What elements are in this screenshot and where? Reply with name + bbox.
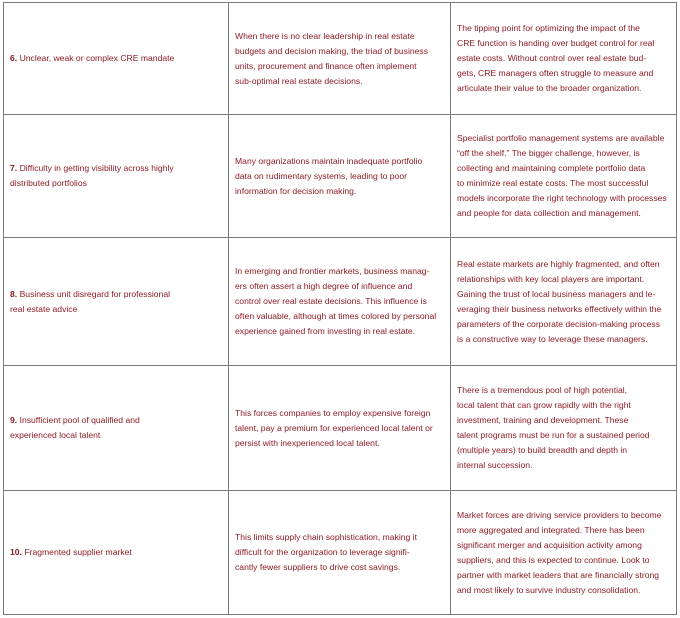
challenge-text: Insufficient pool of qualified and (19, 415, 140, 425)
challenge-text: Difficulty in getting visibility across highly (19, 163, 174, 173)
impact-line: sub-optimal real estate decisions. (235, 75, 363, 86)
solution-line: and people for data collection and management. (457, 208, 641, 218)
solution-line: The tipping point for optimizing the impact of the (457, 23, 640, 33)
solution-line: is a constructive way to leverage these managers. (457, 333, 648, 344)
table-row (4, 366, 677, 491)
impact-line: often valuable, although at times colored by personal (235, 311, 437, 321)
solution-line: (multiple years) to build breadth and depth in (457, 445, 628, 455)
solution-line: local talent that can grow rapidly with the right (457, 400, 631, 410)
impact-line: This limits supply chain sophistication, making it (235, 532, 417, 542)
solution-line: investment, training and development. These (457, 415, 629, 425)
solution-line: estate costs. Without control over real estate bud- (457, 53, 647, 63)
solution-line: collecting and maintaining complete portfolio data (457, 163, 646, 173)
solution-line: relationships with key local players are important. (457, 273, 645, 284)
impact-line: difficult for the organization to leverage signifi- (235, 547, 410, 557)
solution-line: CRE function is handing over budget control for real (457, 38, 655, 48)
challenge-text: Unclear, weak or complex CRE mandate (19, 53, 175, 63)
challenge-text: Business unit disregard for professional (19, 288, 171, 299)
challenge-text: real estate advice (10, 303, 78, 314)
solution-line: articulate their value to the broader organization. (457, 83, 642, 93)
challenge-text: Fragmented supplier market (24, 547, 132, 557)
challenge-cell (4, 366, 229, 491)
impact-line: budgets and decision making, the triad of business (235, 45, 429, 56)
solution-line: and most likely to survive industry consolidation. (457, 584, 641, 595)
solution-line: veraging their business networks effectively within the (457, 303, 662, 314)
cre-challenges-table (3, 2, 677, 615)
cre-challenges-table-wrapper (3, 2, 677, 615)
impact-line: units, procurement and finance often implement (235, 60, 417, 71)
impact-line: Many organizations maintain inadequate portfolio (235, 155, 423, 166)
solution-line: parameters of the corporate decision-making process (457, 318, 661, 329)
solution-cell (451, 238, 677, 366)
solution-line: talent programs must be run for a sustained period (457, 430, 650, 440)
row-number: 10. (10, 547, 22, 557)
solution-line: to minimize real estate costs. The most successful (457, 178, 649, 188)
solution-line: significant merger and acquisition activity among (457, 539, 642, 550)
impact-line: information for decision making. (235, 185, 357, 196)
impact-line: control over real estate decisions. This influence is (235, 296, 427, 306)
solution-line: internal succession. (457, 460, 533, 470)
solution-line: “off the shelf.” The bigger challenge, however, is (457, 148, 640, 158)
impact-cell (229, 3, 451, 115)
table-row (4, 3, 677, 115)
table-row (4, 491, 677, 615)
impact-line: data on rudimentary systems, leading to poor (235, 170, 407, 181)
solution-cell (451, 491, 677, 615)
challenge-cell (4, 3, 229, 115)
solution-line: Gaining the trust of local business managers and le- (457, 288, 656, 299)
impact-line: talent, pay a premium for experienced local talent or (235, 422, 433, 433)
solution-line: Real estate markets are highly fragmented, and often (457, 258, 660, 269)
solution-line: more aggregated and integrated. There has been (457, 524, 645, 535)
row-number: 9. (10, 415, 18, 425)
challenge-text: distributed portfolios (10, 178, 87, 188)
table-body (4, 3, 677, 615)
solution-line: Market forces are driving service providers to become (457, 509, 662, 520)
impact-cell (229, 115, 451, 238)
table-row (4, 115, 677, 238)
solution-cell (451, 366, 677, 491)
row-number: 7. (10, 163, 18, 173)
impact-line: ers often assert a high degree of influence and (235, 281, 413, 291)
solution-line: models incorporate the right technology with processes (457, 193, 667, 203)
impact-line: When there is no clear leadership in real estate (235, 30, 415, 41)
challenge-text: experienced local talent (10, 430, 101, 440)
solution-cell (451, 115, 677, 238)
impact-line: In emerging and frontier markets, business manag- (235, 266, 430, 276)
solution-line: gets, CRE managers often struggle to measure and (457, 68, 654, 78)
impact-line: experience gained from investing in real estate. (235, 326, 416, 336)
impact-cell (229, 238, 451, 366)
impact-cell (229, 366, 451, 491)
challenge-cell (4, 491, 229, 615)
impact-line: cantly fewer suppliers to drive cost savings. (235, 562, 401, 572)
solution-line: There is a tremendous pool of high potential, (457, 385, 628, 395)
impact-cell (229, 491, 451, 615)
challenge-cell (4, 238, 229, 366)
solution-line: suppliers, and this is expected to continue. Look to (457, 554, 650, 565)
solution-line: Specialist portfolio management systems are available (457, 133, 665, 143)
impact-line: This forces companies to employ expensive foreign (235, 407, 431, 418)
row-number: 8. (10, 288, 18, 299)
challenge-cell (4, 115, 229, 238)
solution-cell (451, 3, 677, 115)
row-number: 6. (10, 53, 18, 63)
table-row (4, 238, 677, 366)
solution-line: partner with market leaders that are financially strong (457, 569, 660, 580)
impact-line: persist with inexperienced local talent. (235, 437, 380, 448)
